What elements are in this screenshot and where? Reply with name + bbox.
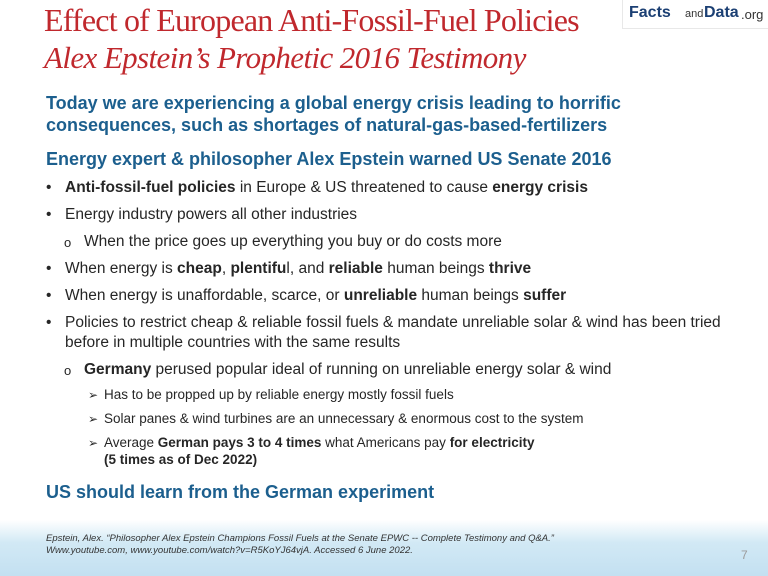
arrow-bullet-icon: ➢: [88, 436, 99, 450]
bullet-marker: •: [46, 314, 52, 331]
section-heading: Energy expert & philosopher Alex Epstein warned US Senate 2016: [46, 149, 612, 169]
factsanddata-logo[interactable]: [622, 0, 768, 29]
subbullet-germany: o Germany perused popular ideal of running on unreliable energy solar & wind: [64, 360, 724, 380]
slide-title: Effect of European Anti-Fossil-Fuel Policies: [44, 2, 579, 38]
closing-statement: US should learn from the German experiment: [46, 482, 435, 502]
bullet-marker: •: [46, 260, 52, 277]
arrow-bullet-icon: ➢: [88, 388, 99, 402]
bullet-anti-fossil: • Anti-fossil-fuel policies in Europe & US threatened to cause energy crisis: [46, 179, 588, 196]
citation: Epstein, Alex. “Philosopher Alex Epstein Champions Fossil Fuels at the Senate EPWC -- Complete Testimony and Q&A.” Www.youtube.com, www.youtube.com/watch?v=R5KoYJ64vjA. Accessed 6 June 2022.: [46, 533, 554, 556]
bullet-policies: • Policies to restrict cheap & reliable fossil fuels & mandate unreliable solar & wind has been tried before in multiple countries with the same results: [46, 314, 721, 351]
subbullet-price: o When the price goes up everything you buy or do costs more: [64, 232, 724, 252]
bullet-marker: •: [46, 206, 52, 223]
subbullet-marker: o: [64, 363, 72, 378]
bullet-marker: •: [46, 179, 52, 196]
lead-statement: Today we are experiencing a global energy crisis leading to horrific consequences, such as shortages of natural-gas-based-fertilizers: [46, 93, 621, 135]
bullet-suffer: • When energy is unaffordable, scarce, or unreliable human beings suffer: [46, 287, 567, 304]
logo-facts: Facts: [629, 4, 671, 21]
bullet-thrive: • When energy is cheap, plentiful, and reliable human beings thrive: [46, 260, 532, 277]
logo-data: Data: [704, 4, 739, 21]
bullet-energy-industry: • Energy industry powers all other industries: [46, 206, 358, 223]
subbullet-marker: o: [64, 235, 72, 250]
slide-subtitle: Alex Epstein’s Prophetic 2016 Testimony: [44, 40, 526, 75]
logo-and: and: [685, 8, 704, 20]
arrow-bullet-electricity-price: ➢ Average German pays 3 to 4 times what Americans pay for electricity (5 times as of Dec 2022): [88, 435, 535, 467]
arrow-bullet-solar-cost: ➢ Solar panes & wind turbines are an unnecessary & enormous cost to the system: [88, 411, 584, 426]
bullet-marker: •: [46, 287, 52, 304]
arrow-bullet-icon: ➢: [88, 412, 99, 426]
logo-org: .org: [741, 7, 764, 22]
page-number: 7: [741, 548, 748, 562]
arrow-bullet-propped: ➢ Has to be propped up by reliable energy mostly fossil fuels: [88, 387, 454, 402]
